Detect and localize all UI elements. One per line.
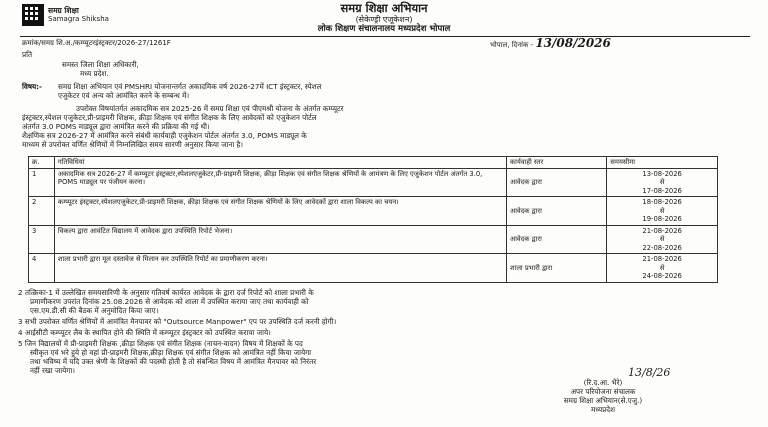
header-subtitle: (सेकेण्ड्री एजूकेशन): [355, 15, 413, 24]
signatory-name: (रि.द.आ. भैरे): [583, 378, 623, 387]
row-deadline: [607, 225, 718, 254]
letter-header: [0, 2, 768, 34]
row-activity: अकादमिक सत्र 2026-27 में कम्प्यूटर इंस्ट्रक्टर,स्पेशलएजुकेटर,प्री-प्राइमरी शिक्षक, क्रीड़ा शिक्षक एवं संगीत शिक्षक श्रेणियों के आमंत्रण के लिए एजुकेशन पोर्टल अंतर्गत 3.0, POMS माड्यूल पर पंजीयन करना।: [54, 168, 506, 197]
address-to: समस्त जिला शिक्षा अधिकारी,: [62, 60, 139, 69]
point-line: 5 जिन विद्यालयों में प्री-प्राइमरी शिक्षक ,क्रीड़ा शिक्षक एवं संगीत शिक्षक (नाचन-वादन) विषय में शिक्षकों के पद: [18, 339, 303, 348]
deadline-from: 21-08-2026: [642, 226, 682, 235]
header-title: समग्र शिक्षा अभियान: [340, 1, 428, 15]
point-line: स्वीकृत एवं भरे हुये हो वहां प्री-प्राइमरी शिक्षक,क्रीड़ा शिक्षक एवं संगीत शिक्षक को आमंत्रित नहीं किया जायेगा: [30, 348, 312, 357]
row-deadline: [607, 168, 718, 197]
letter-date: [490, 36, 611, 50]
row-action-by: शाला प्रभारी द्वारा: [506, 254, 606, 283]
deadline-se: से: [659, 206, 665, 215]
deadline-from: 13-08-2026: [642, 169, 682, 178]
date-value: 13/08/2026: [535, 36, 611, 50]
address-prati: प्रति: [22, 50, 33, 59]
row-action-by: आवेदक द्वारा: [506, 168, 606, 197]
deadline-from: 18-08-2026: [642, 198, 682, 206]
row-activity: शाला प्रभारी द्वारा मूल दस्तावेज से मिलान कर उपस्थिति रिपोर्ट का प्रमाणीकरण करना।: [54, 254, 506, 283]
deadline-se: से: [659, 235, 665, 243]
handwritten-initials: 13/8/26: [628, 366, 671, 379]
deadline-to: 19-08-2026: [642, 215, 682, 223]
table-header-cell: कार्यवाही स्तर: [506, 157, 606, 169]
table-header-cell: क्र.: [29, 157, 55, 169]
deadline-to: 17-08-2026: [642, 186, 682, 195]
schedule-table: [28, 156, 718, 283]
row-deadline: [607, 197, 718, 226]
signatory-designation: अपर परियोजना संचालक: [570, 387, 636, 396]
body-line-3: अंतर्गत 3.0 POMS माड्यूल द्वारा आमंत्रित करने की प्रक्रिया की गई थी।: [22, 122, 210, 131]
address-state: मध्य प्रदेश.: [80, 69, 109, 78]
row-activity: विकल्प द्वारा आवंटित विद्यालय में आवेदक द्वारा उपस्थिति रिपोर्ट भेजना।: [54, 225, 506, 254]
row-number: 4: [29, 254, 55, 283]
subject-line-1: समग्र शिक्षा अभियान एवं PMSHRI योजनान्तर्गत अकादमिक वर्ष 2026-27में ICT इंस्ट्रक्टर, स्पेशल: [58, 82, 322, 91]
date-label: भोपाल, दिनांक -: [490, 41, 534, 49]
body-line-1: उपरोक्त विषयांतर्गत अकादमिक सत्र 2025-26 में समग्र शिक्षा एवं पीएमश्री योजना के अंतर्गत कम्प्यूटर: [76, 104, 344, 113]
body-line-4: शैक्षणिक सत्र 2026-27 में आमंत्रित करने संबंधी कार्यवाही एजुकेशन पोर्टल अंतर्गत 3.0, POMS माड्यूल के: [22, 131, 307, 140]
point-line: नहीं रखा जायेगा।: [30, 366, 75, 375]
table-row: [29, 225, 718, 254]
deadline-to: 24-08-2026: [642, 272, 682, 280]
point-line: 4 आईसीटी कम्प्यूटर लैब के स्थापित होने की स्थिति में कम्प्यूटर इंस्ट्रक्टर को उपस्थित कराया जाये।: [18, 328, 271, 337]
point-line: 2 तत्क्रिका-1 में उल्लेखित समयसारिणी के अनुसार गतिवर्ष कार्यरत आवेदक के द्वारा दर्ज रिपोर्ट को शाला प्रभारी के: [18, 288, 314, 297]
row-activity: कम्प्यूटर इंस्ट्रक्टर,स्पेशलएजुकेटर,प्री-प्राइमरी शिक्षक, क्रीड़ा शिक्षक एवं संगीत शिक्षक श्रेणियों के लिए आवेदकों द्वारा शाला विकल्प का चयन।: [54, 197, 506, 226]
table-row: [29, 254, 718, 283]
deadline-se: से: [659, 263, 665, 272]
signatory-place: मध्यप्रदेश: [591, 405, 615, 414]
deadline-to: 22-08-2026: [642, 243, 682, 252]
body-line-5: माध्यम से उपरोक्त वर्णित श्रेणियों में निम्नलिखित समय सारणी अनुसार किया जाना है।: [22, 140, 244, 149]
table-header-row: [29, 157, 718, 169]
row-action-by: आवेदक द्वारा: [506, 197, 606, 226]
deadline-se: से: [659, 178, 665, 186]
row-deadline: [607, 254, 718, 283]
body-line-2: इंस्ट्रक्टर,स्पेशल एजुकेटर,प्री-प्राइमरी शिक्षक, क्रीड़ा शिक्षक एवं संगीत शिक्षक के लिए आवेदकों को एजुकेशन पोर्टल: [22, 113, 317, 122]
point-line: 3 सभी उपरोक्त वर्णित श्रेणियों में आमंत्रित मैनपावर को "Outsource Manpower" एप पर उपस्थिति दर्ज करनी होगी।: [18, 317, 337, 326]
signature-block: [528, 378, 678, 414]
deadline-from: 21-08-2026: [642, 255, 682, 263]
table-row: [29, 197, 718, 226]
logo-name-english: Samagra Shiksha: [48, 15, 109, 23]
row-number: 3: [29, 225, 55, 254]
header-divider: [20, 36, 750, 37]
table-row: [29, 168, 718, 197]
header-office: लोक शिक्षण संचालनालय मध्यप्रदेश भोपाल: [317, 24, 451, 34]
table-header-cell: समयसीमा: [607, 157, 718, 169]
subject-line-2: एजुकेटर एवं अन्य को आमंत्रित करने के सम्बन्ध में।: [58, 91, 190, 100]
logo-name-hindi: समग्र शिक्षा: [48, 6, 79, 15]
subject-label: विषय:-: [22, 82, 43, 91]
point-line: एस.एम.डी.सी की बैठक में अनुमोदित किया जाए।: [30, 306, 159, 315]
row-action-by: आवेदक द्वारा: [506, 225, 606, 254]
signatory-office: समग्र शिक्षा अभियान(से.एजु.): [563, 396, 643, 405]
point-line: प्रमाणीकरण उपरांत दिनांक 25.08.2026 से आवेदक को शाला में उपस्थित कराया जाए तथा कार्यवाही को: [30, 297, 309, 306]
reference-number: क्रमांक/समग्र शि.अ./कम्प्यूटरइंस्ट्रक्टर/2026-27/1261F: [22, 39, 171, 47]
table-header-cell: गतिविधियां: [54, 157, 506, 169]
point-line: तथा भविष्य में यदि उक्त श्रेणी के शिक्षकों की पदस्थी होती है तो संबन्धित विषय में आमंत्रित मैनपावर को निरंतर: [30, 357, 317, 366]
row-number: 1: [29, 168, 55, 197]
row-number: 2: [29, 197, 55, 226]
